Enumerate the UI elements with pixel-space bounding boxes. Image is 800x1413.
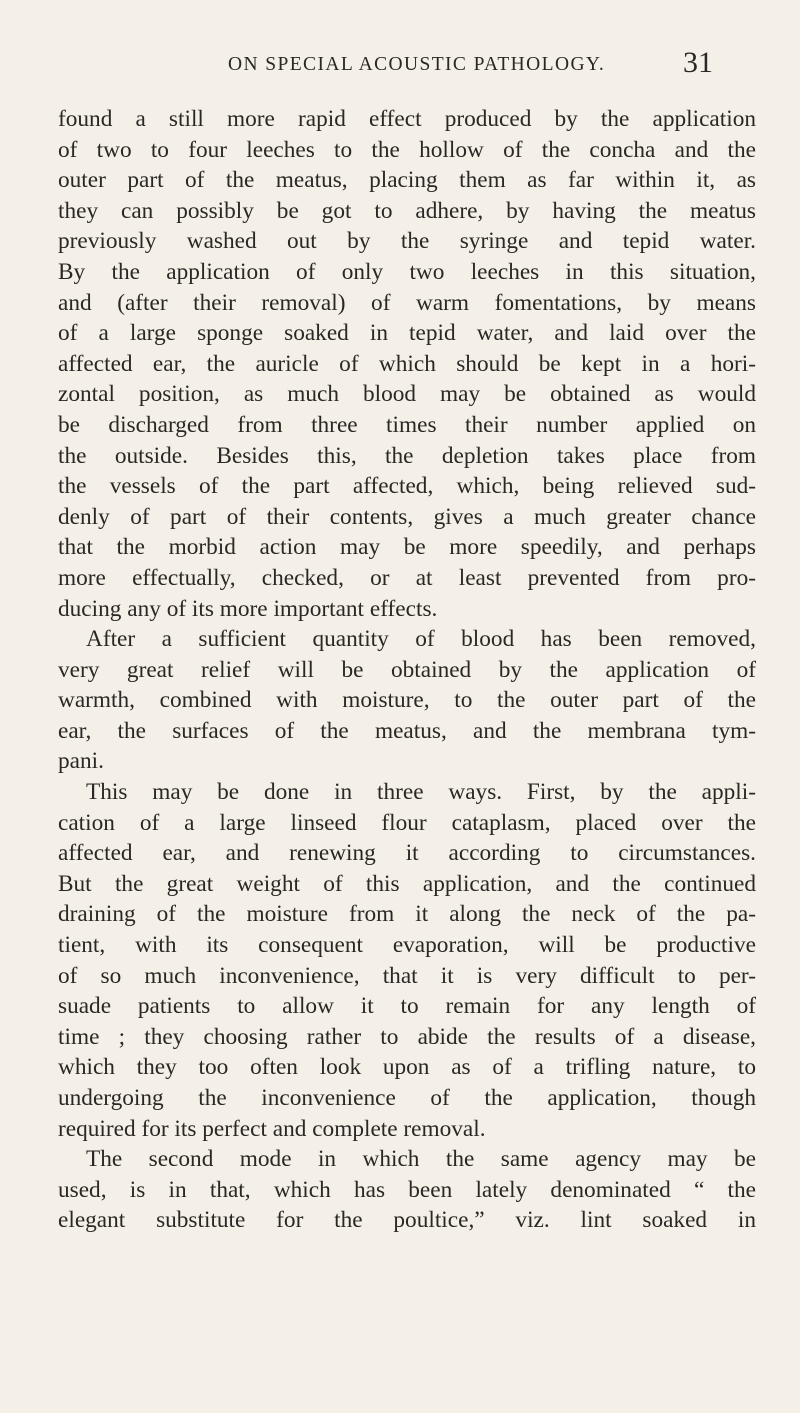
text-line: warmth, combined with moisture, to the outer part of the [58,687,756,714]
text-line: tient, with its consequent evaporation, will be productive [58,932,756,959]
text-line: affected ear, and renewing it according to circumstances. [58,840,756,867]
text-line: they can possibly be got to adhere, by having the meatus [58,197,756,224]
text-line: of two to four leeches to the hollow of the concha and the [58,136,756,163]
text-line: of a large sponge soaked in tepid water, and laid over the [58,320,756,347]
body-text [58,104,756,1236]
running-head-title: ON SPECIAL ACOUSTIC PATHOLOGY. [228,54,606,75]
text-line: elegant substitute for the poultice,” viz. lint soaked in [58,1207,756,1234]
text-line: cation of a large linseed flour cataplasm, placed over the [58,809,756,836]
text-line: be discharged from three times their number applied on [58,411,756,438]
text-line: But the great weight of this application, and the continued [58,870,756,897]
text-line: outer part of the meatus, placing them as far within it, as [58,167,756,194]
text-line: denly of part of their contents, gives a much greater chance [58,503,756,530]
text-line: the outside. Besides this, the depletion takes place from [58,442,756,469]
text-line: zontal position, as much blood may be obtained as would [58,381,756,408]
text-line: used, is in that, which has been lately denominated “ the [58,1176,756,1203]
text-line: After a sufficient quantity of blood has been removed, [86,626,756,653]
text-line: By the application of only two leeches in this situation, [58,258,756,285]
running-head [0,46,800,86]
text-line: ear, the surfaces of the meatus, and the membrana tym- [58,717,756,744]
text-line: pani. [58,748,104,775]
text-line: which they too often look upon as of a trifling nature, to [58,1054,756,1081]
text-line: the vessels of the part affected, which, being relieved sud- [58,473,756,500]
text-line: ducing any of its more important effects. [58,595,438,622]
text-line: suade patients to allow it to remain for any length of [58,993,756,1020]
text-line: time ; they choosing rather to abide the results of a disease, [58,1023,756,1050]
text-line: undergoing the inconvenience of the application, though [58,1085,756,1111]
text-line: that the morbid action may be more speedily, and perhaps [58,534,756,561]
text-line: found a still more rapid effect produced by the application [58,106,756,132]
text-line: The second mode in which the same agency may be [86,1146,756,1173]
text-line: more effectually, checked, or at least prevented from pro- [58,564,756,591]
page-number: 31 [683,46,713,79]
text-line: draining of the moisture from it along the neck of the pa- [58,901,756,928]
text-line: previously washed out by the syringe and tepid water. [58,228,756,255]
text-line: required for its perfect and complete removal. [58,1115,486,1142]
text-line: and (after their removal) of warm fomentations, by means [58,289,756,316]
text-line: of so much inconvenience, that it is very difficult to per- [58,962,756,989]
text-line: affected ear, the auricle of which should be kept in a hori- [58,350,756,377]
text-line: very great relief will be obtained by the application of [58,656,756,683]
text-line: This may be done in three ways. First, by the appli- [86,779,756,806]
